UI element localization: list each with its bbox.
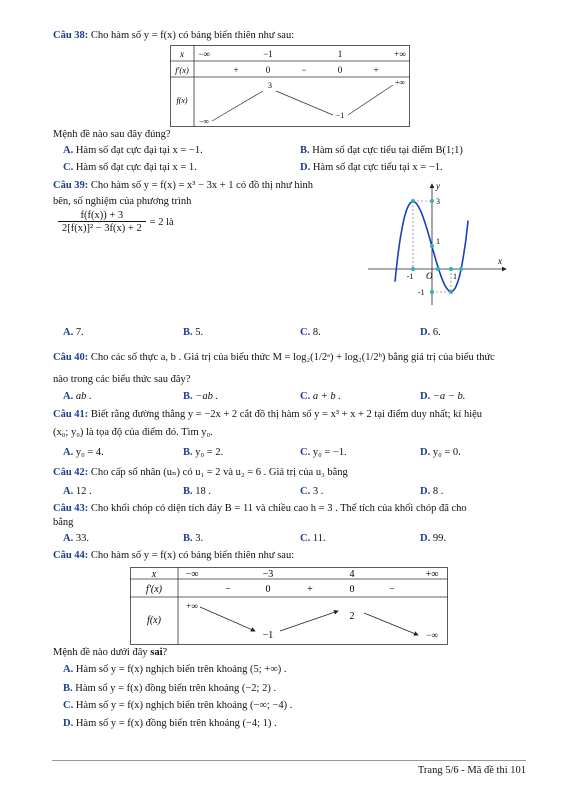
option-label: C. bbox=[300, 447, 311, 458]
q40-text: Cho các số thực a, b . Giá trị của biểu thức M = log₂(1/2ᵃ) + log₂(1/2ᵇ) bằng giá trị của biểu thức bbox=[90, 352, 495, 363]
option-text: 99. bbox=[432, 533, 446, 544]
option-text: 12 . bbox=[75, 486, 92, 497]
q39-stem-line2: bên, số nghiệm của phương trình bbox=[53, 196, 192, 207]
point bbox=[430, 290, 434, 294]
option-text: 3. bbox=[195, 533, 204, 544]
q39-frac-rhs: = 2 là bbox=[149, 216, 174, 228]
q39-number: Câu 39: bbox=[53, 180, 89, 191]
q44-prompt-post: ? bbox=[162, 647, 168, 658]
q38-option-b[interactable] bbox=[300, 145, 463, 156]
q38-f-label: f(x) bbox=[176, 96, 188, 105]
q38-x-val: −∞ bbox=[198, 49, 210, 59]
q38-f-val: −∞ bbox=[198, 117, 210, 126]
q38-arrow-up bbox=[212, 91, 263, 121]
q41-stem-line2: (x₀; y₀) là tọa độ của điểm đó. Tìm y₀. bbox=[53, 427, 213, 438]
q44-prompt-bold: sai bbox=[150, 647, 163, 658]
option-text: ab . bbox=[75, 391, 92, 402]
option-label: A. bbox=[63, 391, 74, 402]
option-text: 5. bbox=[195, 327, 204, 338]
q43-option-b[interactable] bbox=[183, 533, 203, 544]
option-label: C. bbox=[300, 486, 311, 497]
q42-option-c[interactable] bbox=[300, 486, 323, 497]
q43-option-c[interactable] bbox=[300, 533, 326, 544]
q39-option-a[interactable] bbox=[63, 327, 84, 338]
q40-number: Câu 40: bbox=[53, 352, 89, 363]
option-text: −a − b. bbox=[432, 391, 466, 402]
q42-number: Câu 42: bbox=[53, 467, 89, 478]
q44-f-label: f(x) bbox=[147, 615, 161, 626]
option-label: D. bbox=[300, 162, 311, 173]
y-axis-label: y bbox=[436, 181, 440, 191]
q44-f-val: −1 bbox=[262, 630, 274, 641]
q38-variation-table bbox=[170, 45, 410, 127]
q44-number: Câu 44: bbox=[53, 550, 89, 561]
q44-option-c[interactable] bbox=[63, 700, 292, 711]
option-text: 3 . bbox=[312, 486, 324, 497]
q38-fp-sign: + bbox=[233, 65, 239, 75]
q38-number: Câu 38: bbox=[53, 30, 89, 41]
q38-fp-sign: + bbox=[373, 65, 379, 75]
option-label: B. bbox=[183, 327, 193, 338]
q43-number: Câu 43: bbox=[53, 503, 89, 514]
q44-option-d[interactable] bbox=[63, 718, 277, 729]
q40-stem-line2: nào trong các biểu thức sau đây? bbox=[53, 374, 191, 385]
option-label: C. bbox=[63, 162, 74, 173]
q44-fp-sign: + bbox=[307, 584, 313, 595]
x-tick-label: -1 bbox=[406, 272, 414, 281]
q44-text: Cho hàm số y = f(x) có bảng biến thiên như sau: bbox=[90, 550, 295, 561]
point bbox=[430, 199, 434, 203]
q41-text: Biết rằng đường thẳng y = −2x + 2 cắt đồ thị hàm số y = x³ + x + 2 tại điểm duy nhất; kí hiệu bbox=[90, 409, 483, 420]
q44-fp-sign: 0 bbox=[349, 584, 355, 595]
q44-x-val: −3 bbox=[262, 569, 274, 580]
q38-option-d[interactable] bbox=[300, 162, 443, 173]
q38-prompt: Mệnh đề nào sau đây đúng? bbox=[53, 129, 171, 140]
q38-x-val: 1 bbox=[337, 49, 343, 59]
point bbox=[449, 267, 453, 271]
q38-arrow-down bbox=[276, 91, 333, 115]
q38-fp-sign: 0 bbox=[337, 65, 343, 75]
q38-fp-label: f'(x) bbox=[175, 65, 189, 75]
option-label: C. bbox=[300, 533, 311, 544]
option-text: y₀ = 4. bbox=[75, 447, 104, 458]
option-label: B. bbox=[63, 683, 73, 694]
q43-option-a[interactable] bbox=[63, 533, 89, 544]
q42-text: Cho cấp số nhân (uₙ) có u₁ = 2 và u₂ = 6 . Giá trị của u₃ bằng bbox=[90, 467, 348, 478]
option-text: 7. bbox=[75, 327, 84, 338]
option-text: Hàm số đạt cực đại tại x = −1. bbox=[75, 145, 203, 156]
q44-f-val: +∞ bbox=[186, 601, 198, 611]
option-text: 6. bbox=[432, 327, 441, 338]
point bbox=[411, 199, 415, 203]
q39-option-b[interactable] bbox=[183, 327, 203, 338]
option-label: A. bbox=[63, 447, 74, 458]
x-axis-label: x bbox=[498, 256, 502, 266]
option-label: D. bbox=[420, 533, 431, 544]
q40-option-b[interactable] bbox=[183, 391, 218, 402]
q44-f-val: 2 bbox=[349, 611, 355, 622]
q38-option-a[interactable] bbox=[63, 145, 203, 156]
q38-text: Cho hàm số y = f(x) có bảng biến thiên như sau: bbox=[90, 30, 295, 41]
option-label: B. bbox=[300, 145, 310, 156]
q44-x-label: x bbox=[151, 569, 157, 580]
q41-option-a[interactable] bbox=[63, 447, 104, 458]
q44-fp-label: f'(x) bbox=[145, 584, 163, 595]
q39-fraction bbox=[58, 210, 146, 234]
option-text: Hàm số y = f(x) nghịch biến trên khoảng (5; +∞) . bbox=[75, 664, 287, 675]
q38-f-val: +∞ bbox=[394, 78, 406, 87]
option-text: 11. bbox=[312, 533, 326, 544]
q40-stem-line1 bbox=[53, 352, 495, 363]
option-label: D. bbox=[420, 327, 431, 338]
q38-fp-sign: − bbox=[301, 65, 307, 75]
option-text: Hàm số y = f(x) đồng biến trên khoảng (−2; 2) . bbox=[75, 683, 277, 694]
option-text: y₀ = 0. bbox=[432, 447, 461, 458]
point bbox=[430, 244, 434, 248]
q38-f-val: −1 bbox=[335, 111, 345, 120]
option-label: C. bbox=[63, 700, 74, 711]
q39-frac-denominator: 2[f(x)]² − 3f(x) + 2 bbox=[58, 221, 146, 234]
q41-stem-line1 bbox=[53, 409, 482, 420]
q40-option-d[interactable] bbox=[420, 391, 465, 402]
q44-stem bbox=[53, 550, 294, 561]
q42-option-d[interactable] bbox=[420, 486, 443, 497]
q40-option-c[interactable] bbox=[300, 391, 341, 402]
option-text: 33. bbox=[75, 533, 89, 544]
q39-frac-numerator: f(f(x)) + 3 bbox=[80, 210, 124, 221]
q38-arrow-up bbox=[348, 85, 393, 115]
q44-arrow-down bbox=[200, 607, 255, 631]
q44-x-val: 4 bbox=[349, 569, 355, 580]
page-footer: Trang 5/6 - Mã đề thi 101 bbox=[417, 765, 526, 776]
q44-arrow-down bbox=[364, 613, 418, 635]
option-label: D. bbox=[420, 486, 431, 497]
q38-f-val: 3 bbox=[268, 81, 272, 90]
q44-fp-sign: 0 bbox=[265, 584, 271, 595]
option-label: B. bbox=[183, 447, 193, 458]
q41-option-b[interactable] bbox=[183, 447, 223, 458]
q43-stem-line2: bằng bbox=[53, 517, 74, 528]
option-text: Hàm số đạt cực tiểu tại điểm B(1;1) bbox=[312, 145, 463, 156]
q41-number: Câu 41: bbox=[53, 409, 89, 420]
point bbox=[449, 290, 453, 294]
q39-option-c[interactable] bbox=[300, 327, 321, 338]
q38-x-val: −1 bbox=[263, 49, 273, 59]
point bbox=[411, 267, 415, 271]
option-label: B. bbox=[183, 391, 193, 402]
q44-option-a[interactable] bbox=[63, 664, 286, 675]
q39-stem-line1 bbox=[53, 180, 313, 191]
q44-x-val: +∞ bbox=[425, 569, 439, 580]
y-tick-label: -1 bbox=[418, 288, 425, 297]
footer-divider bbox=[52, 760, 526, 761]
option-label: A. bbox=[63, 533, 74, 544]
option-text: 18 . bbox=[195, 486, 212, 497]
x-tick-label: 1 bbox=[453, 272, 457, 281]
q38-option-c[interactable] bbox=[63, 162, 197, 173]
origin-label: O bbox=[426, 271, 433, 281]
option-label: A. bbox=[63, 327, 74, 338]
option-text: y₀ = 2. bbox=[195, 447, 224, 458]
q42-option-b[interactable] bbox=[183, 486, 211, 497]
q44-arrow-up bbox=[280, 611, 338, 631]
q43-option-d[interactable] bbox=[420, 533, 446, 544]
option-label: C. bbox=[300, 391, 311, 402]
q39-text: Cho hàm số y = f(x) = x³ − 3x + 1 có đồ thị như hình bbox=[90, 180, 314, 191]
option-text: y₀ = −1. bbox=[312, 447, 347, 458]
q42-option-a[interactable] bbox=[63, 486, 92, 497]
option-text: 8 . bbox=[432, 486, 444, 497]
option-label: A. bbox=[63, 145, 74, 156]
q38-stem bbox=[53, 30, 294, 41]
option-text: Hàm số đạt cực tiểu tại x = −1. bbox=[312, 162, 443, 173]
option-label: A. bbox=[63, 664, 74, 675]
q39-graph bbox=[366, 180, 516, 308]
option-label: C. bbox=[300, 327, 311, 338]
q39-option-d[interactable] bbox=[420, 327, 441, 338]
option-text: Hàm số y = f(x) nghịch biến trên khoảng (−∞; −4) . bbox=[75, 700, 293, 711]
y-tick-label: 1 bbox=[436, 237, 440, 246]
option-text: 8. bbox=[312, 327, 321, 338]
q41-option-c[interactable] bbox=[300, 447, 347, 458]
q44-prompt-pre: Mệnh đề nào dưới đây bbox=[53, 647, 151, 658]
q41-option-d[interactable] bbox=[420, 447, 461, 458]
option-label: D. bbox=[63, 718, 74, 729]
option-label: A. bbox=[63, 486, 74, 497]
option-text: a + b . bbox=[312, 391, 341, 402]
q44-f-val: −∞ bbox=[426, 630, 438, 640]
option-label: D. bbox=[420, 391, 431, 402]
q44-prompt bbox=[53, 647, 167, 658]
q44-variation-table bbox=[130, 567, 448, 645]
point bbox=[459, 267, 463, 271]
q44-fp-sign: − bbox=[389, 584, 395, 595]
q40-option-a[interactable] bbox=[63, 391, 92, 402]
option-text: −ab . bbox=[195, 391, 219, 402]
q44-x-val: −∞ bbox=[185, 569, 199, 580]
q43-stem-line1 bbox=[53, 503, 467, 514]
point bbox=[436, 267, 440, 271]
option-label: B. bbox=[183, 486, 193, 497]
q43-text: Cho khối chóp có diện tích đáy B = 11 và chiều cao h = 3 . Thể tích của khối chóp đã cho bbox=[90, 503, 467, 514]
y-tick-label: 3 bbox=[436, 197, 440, 206]
option-label: B. bbox=[183, 533, 193, 544]
q44-fp-sign: − bbox=[225, 584, 231, 595]
q38-x-val: +∞ bbox=[394, 49, 406, 59]
q38-fp-sign: 0 bbox=[265, 65, 271, 75]
option-text: Hàm số đạt cực đại tại x = 1. bbox=[75, 162, 197, 173]
q38-x-label: x bbox=[180, 49, 184, 59]
q39-equation bbox=[58, 210, 174, 234]
option-text: Hàm số y = f(x) đồng biến trên khoảng (−4; 1) . bbox=[75, 718, 277, 729]
option-label: D. bbox=[420, 447, 431, 458]
q42-stem bbox=[53, 466, 348, 478]
q44-option-b[interactable] bbox=[63, 683, 276, 694]
